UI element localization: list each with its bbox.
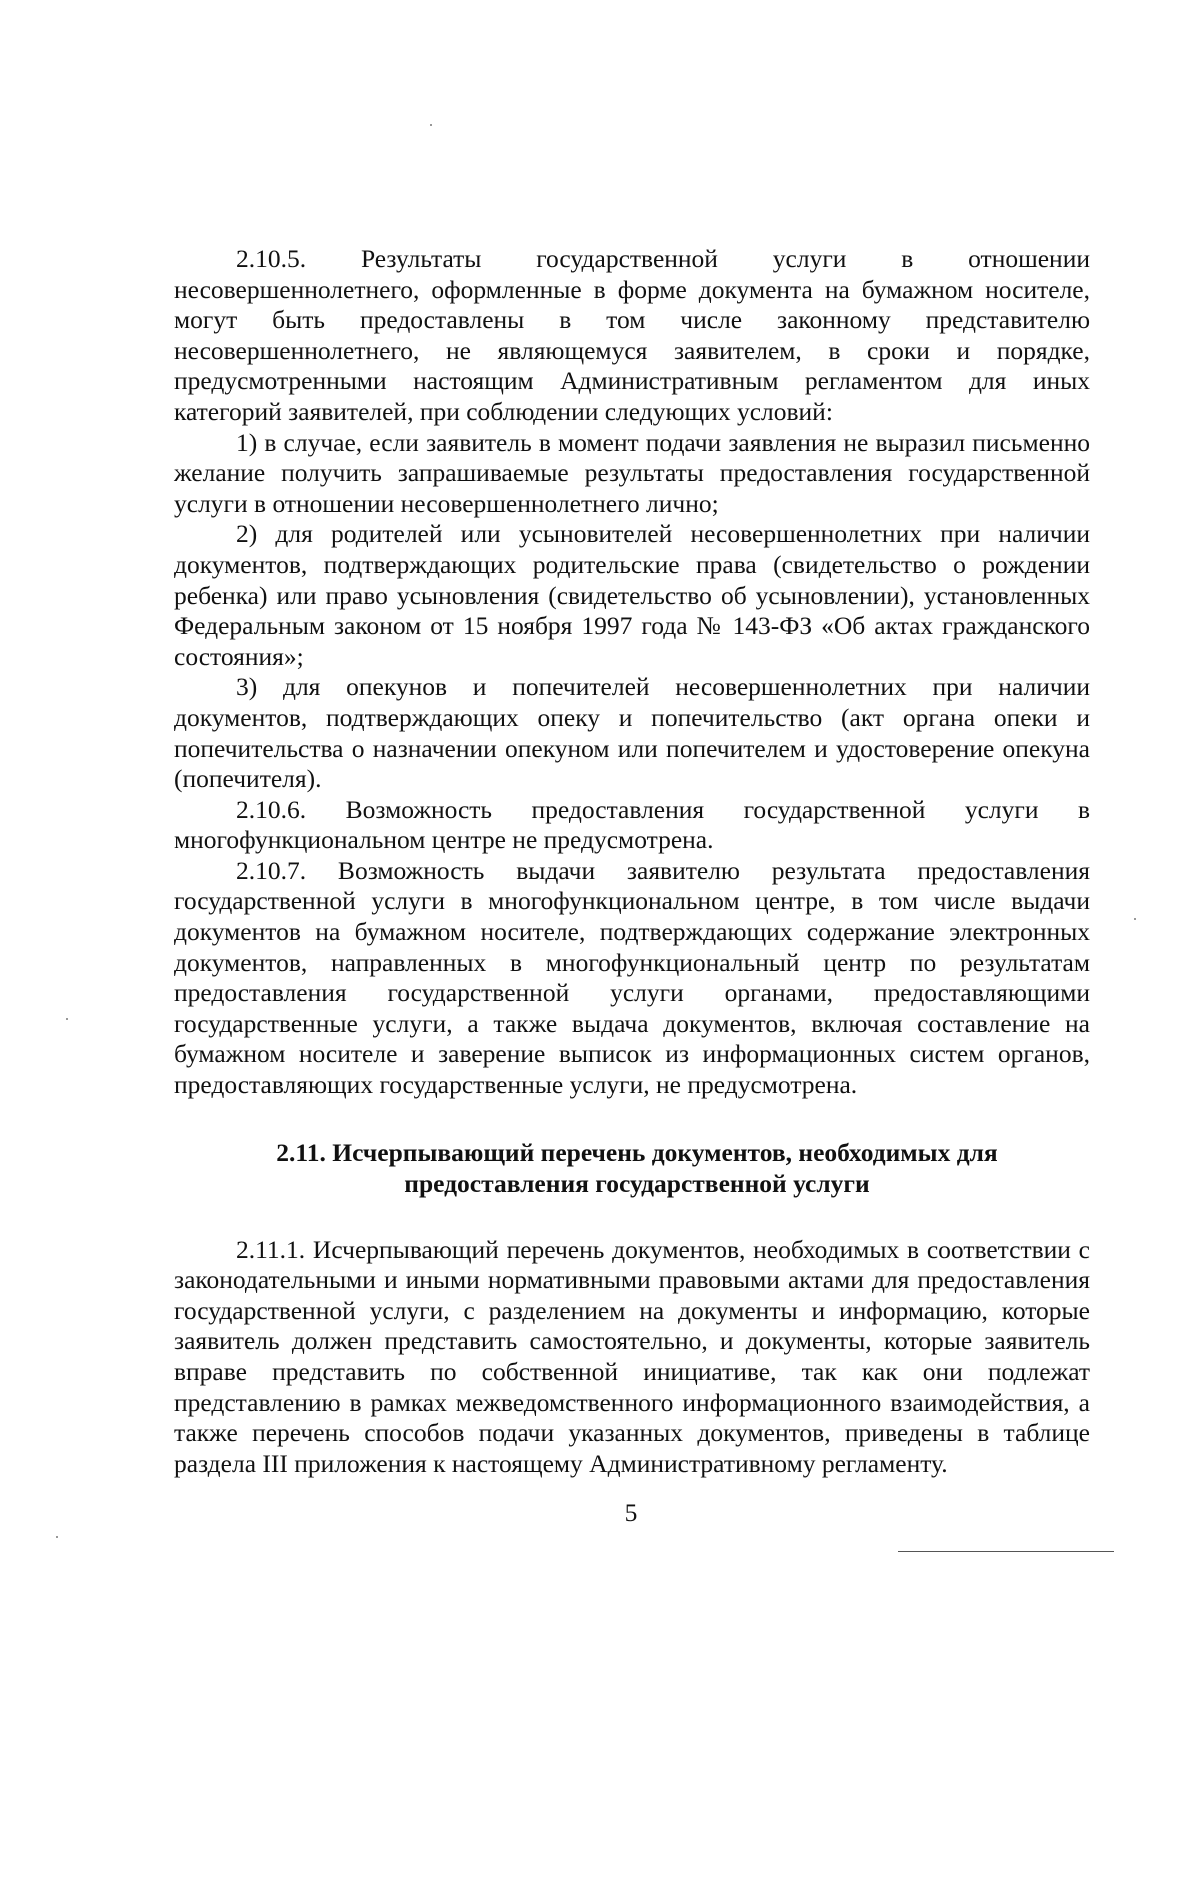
scan-speck — [430, 124, 432, 126]
scan-speck — [66, 1018, 68, 1020]
paragraph-condition-2: 2) для родителей или усыновителей несовершеннолетних при наличии документов, подтверждающих родительские права (свидетельство о рождении ребенка) или право усыновления (свидетельство об усыновлении), установленных Федеральным законом от 15 ноября 1997 года № 143-ФЗ «Об актах гражданского состояния»; — [174, 519, 1090, 671]
footer-rule — [898, 1551, 1114, 1552]
paragraph-condition-3: 3) для опекунов и попечителей несовершеннолетних при наличии документов, подтверждающих опеку и попечительство (акт органа опеки и попечительства о назначении опекуном или попечителем и удостоверение опекуна (попечителя). — [174, 672, 1090, 794]
paragraph-2-10-6: 2.10.6. Возможность предоставления государственной услуги в многофункциональном центре не предусмотрена. — [174, 794, 1090, 855]
document-body — [174, 244, 1090, 1479]
page-number: 5 — [624, 1498, 638, 1527]
section-heading: 2.11. Исчерпывающий перечень документов, необходимых для предоставления государственной услуги — [276, 1137, 998, 1198]
paragraph-condition-1: 1) в случае, если заявитель в момент подачи заявления не выразил письменно желание получить запрашиваемые результаты предоставления государственной услуги в отношении несовершеннолетнего лично; — [174, 427, 1090, 518]
paragraph-2-11-1: 2.11.1. Исчерпывающий перечень документов, необходимых в соответствии с законодательными и иными нормативными правовыми актами для предоставления государственной услуги, с разделением на документы и информацию, которые заявитель должен представить самостоятельно, и документы, которые заявитель вправе представить по собственной инициативе, так как они подлежат представлению в рамках межведомственного информационного взаимодействия, а также перечень способов подачи указанных документов, приведены в таблице раздела III приложения к настоящему Административному регламенту. — [174, 1234, 1090, 1478]
scan-speck — [56, 1536, 58, 1538]
paragraph-2-10-5: 2.10.5. Результаты государственной услуги в отношении несовершеннолетнего, оформленные в форме документа на бумажном носителе, могут быть предоставлены в том числе законному представителю несовершеннолетнего, не являющемуся заявителем, в сроки и порядке, предусмотренными настоящим Административным регламентом для иных категорий заявителей, при соблюдении следующих условий: — [174, 244, 1090, 426]
paragraph-2-10-7: 2.10.7. Возможность выдачи заявителю результата предоставления государственной услуги в многофункциональном центре, в том числе выдачи документов на бумажном носителе, подтверждающих содержание электронных документов, направленных в многофункциональный центр по результатам предоставления государственной услуги органами, предоставляющими государственные услуги, а также выдача документов, включая составление на бумажном носителе и заверение выписок из информационных систем органов, предоставляющих государственные услуги, не предусмотрена. — [174, 855, 1090, 1100]
scan-speck — [1134, 918, 1136, 920]
section-heading-block — [174, 1137, 1090, 1199]
